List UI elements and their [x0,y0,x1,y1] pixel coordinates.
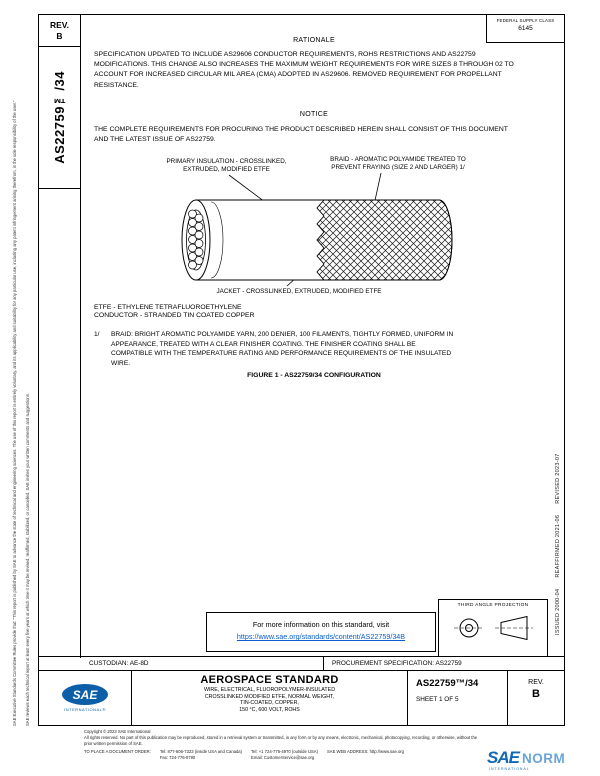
left-title-column [39,15,81,658]
rationale-body: SPECIFICATION UPDATED TO INCLUDE AS29606 CONDUCTOR REQUIREMENTS, ROHS RESTRICTIONS AND AS22759 MODIFICATIONS. THIS CHANGE ALSO INCREASES THE MAXIMUM WEIGHT REQUIREMENTS FOR WIRE SIZES 8 THROUGH 02 TO ACCOUNT FOR INCREASED CIRCULAR MIL AREA (CMA) ADOPTED IN AS29606. REMOVED REQUIREMENT FOR PROPELLANT RESISTANCE. [94,51,514,89]
issued-revised-dates: ISSUED 2000-04 REAFFIRMED 2021-06 REVISED 2023-07 [555,453,561,635]
fax: Fax: 724-776-0790 [159,754,196,760]
watermark-subtext: INTERNATIONAL [489,767,530,771]
fsc-value: 6145 [518,25,533,32]
revision-value: B [532,688,540,700]
notice-body: THE COMPLETE REQUIREMENTS FOR PROCURING THE PRODUCT DESCRIBED HEREIN SHALL CONSIST OF THIS DOCUMENT AND THE LATEST ISSUE OF AS22759. [94,126,508,144]
revision-cell [507,671,564,725]
email: Email: CustomerService@sae.org [251,754,315,760]
sae-logo-text: SAE [72,687,98,702]
subtitle-line: WIRE, ELECTRICAL, FLUOROPOLYMER-INSULATED [203,687,336,693]
standard-title: AEROSPACE STANDARD [200,674,339,686]
figure-label-jacket: JACKET - CROSSLINKED, EXTRUDED, MODIFIED ETFE [216,288,382,295]
braid-footnote [94,330,459,368]
label-line: PRIMARY INSULATION - CROSSLINKED, [166,158,287,165]
subtitle-line: 150 °C, 600 VOLT, ROHS [239,706,300,713]
copyright-block [84,729,484,761]
watermark-sae-icon: SAE [487,748,519,767]
doc-number-vertical: AS22759™/34 [52,71,67,164]
sae-web-address: SAE WEB ADDRESS: http://www.sae.org [326,748,405,754]
procurement-spec-text: PROCUREMENT SPECIFICATION: AS22759 [323,657,564,670]
rights-text: All rights reserved. No part of this publication may be reproduced, stored in a retrieval system or transmitted, in any form or by any means, electronic, mechanical, photocopying, recording, or otherwise, without the prior written permission of SAE. [84,734,478,746]
subtitle-line: TIN-COATED, COPPER, [240,700,299,707]
footnote-text: BRAID: BRIGHT AROMATIC POLYAMIDE YARN, 200 DENIER, 100 FILAMENTS, TIGHTLY FORMED, UNIFORM IN APPEARANCE, TREATED WITH A CLEAR FINISHER COATING. THE FINISHER COATING SHALL BE COMPATIBLE WITH THE TEMPERATURE RATING AND PERFORMANCE REQUIREMENTS OF THE INSULATED WIRE. [111,331,454,367]
projection-label: THIRD ANGLE PROJECTION [457,603,529,608]
side-legal-disclaimer-2: SAE reviews each technical report at least every five years at which time it may be revised, reaffirmed, stabilized, or cancelled. SAE invites your written comments and suggestions. [25,393,30,726]
third-angle-projection-box [438,599,548,657]
doc-number-cell [407,671,507,725]
custodian-text: CUSTODIAN: AE-8D [89,660,149,667]
order-info-row [84,749,484,762]
standard-url-link[interactable]: https://www.sae.org/standards/content/AS22759/34B [236,632,406,641]
label-line: PREVENT FRAYING (SIZE 2 AND LARGER) 1/ [331,164,465,172]
tel-inside: Tel: 877-606-7323 (inside USA and Canada) [159,748,243,754]
rev-label: REV. [49,20,70,31]
label-line: EXTRUDED, MODIFIED ETFE [183,166,270,174]
title-block [39,656,564,725]
figure-caption: FIGURE 1 - AS22759/34 CONFIGURATION [247,372,381,379]
title-row [39,670,564,725]
copyright-line: Copyright © 2023 SAE International [84,729,151,734]
order-contact-col [251,749,318,762]
standard-subtitle [132,687,407,713]
doc-number: AS22759™/34 [416,678,479,689]
side-legal-disclaimer-1: SAE Executive Standards Committee Rules provide that: "This report is published by SAE to advance the state of technical and engineering sciences. The use of this report is entirely voluntary, and its applicability and suitability for any particular use, including any patent infringement arising therefrom, is the sole responsibility of the user." [12,100,17,726]
sae-logo-icon [62,684,108,705]
standard-title-cell [131,671,407,725]
note-conductor: CONDUCTOR - STRANDED TIN COATED COPPER [94,312,255,319]
fsc-label: FEDERAL SUPPLY CLASS [496,18,555,23]
notice-heading: NOTICE [299,111,329,118]
braid-hatched-region [317,200,452,280]
third-angle-projection-icon [441,610,545,646]
figure-label-primary-insulation [139,158,314,174]
tel-outside: Tel: +1 724-776-4970 (outside USA) [251,748,318,754]
rev-value: B [56,30,63,41]
subtitle-line: CROSSLINKED MODIFIED ETFE, NORMAL WEIGHT, [204,693,335,700]
watermark-norm-text: NORM [521,751,566,766]
order-contact-col [160,749,242,762]
order-label: TO PLACE A DOCUMENT ORDER: [84,748,151,754]
more-info-box [206,612,436,652]
custodian-row [39,656,564,670]
footnote-marker: 1/ [94,331,100,338]
drawing-frame [38,14,565,726]
note-etfe: ETFE - ETHYLENE TETRAFLUOROETHYLENE [94,304,242,311]
rev-box [39,15,80,47]
sae-norm-watermark [487,748,565,768]
label-line: BRAID - AROMATIC POLYAMIDE TREATED TO [330,156,466,163]
sae-logo [39,671,131,725]
sae-logo-subtext: INTERNATIONAL® [64,706,106,712]
sheet-number: SHEET 1 OF 5 [416,696,459,703]
figure-label-braid [307,156,489,172]
more-info-text: For more information on this standard, visit [252,620,390,629]
revision-label: REV. [528,679,544,686]
doc-number-vertical-box [39,47,80,189]
rationale-heading: RATIONALE [293,37,335,44]
